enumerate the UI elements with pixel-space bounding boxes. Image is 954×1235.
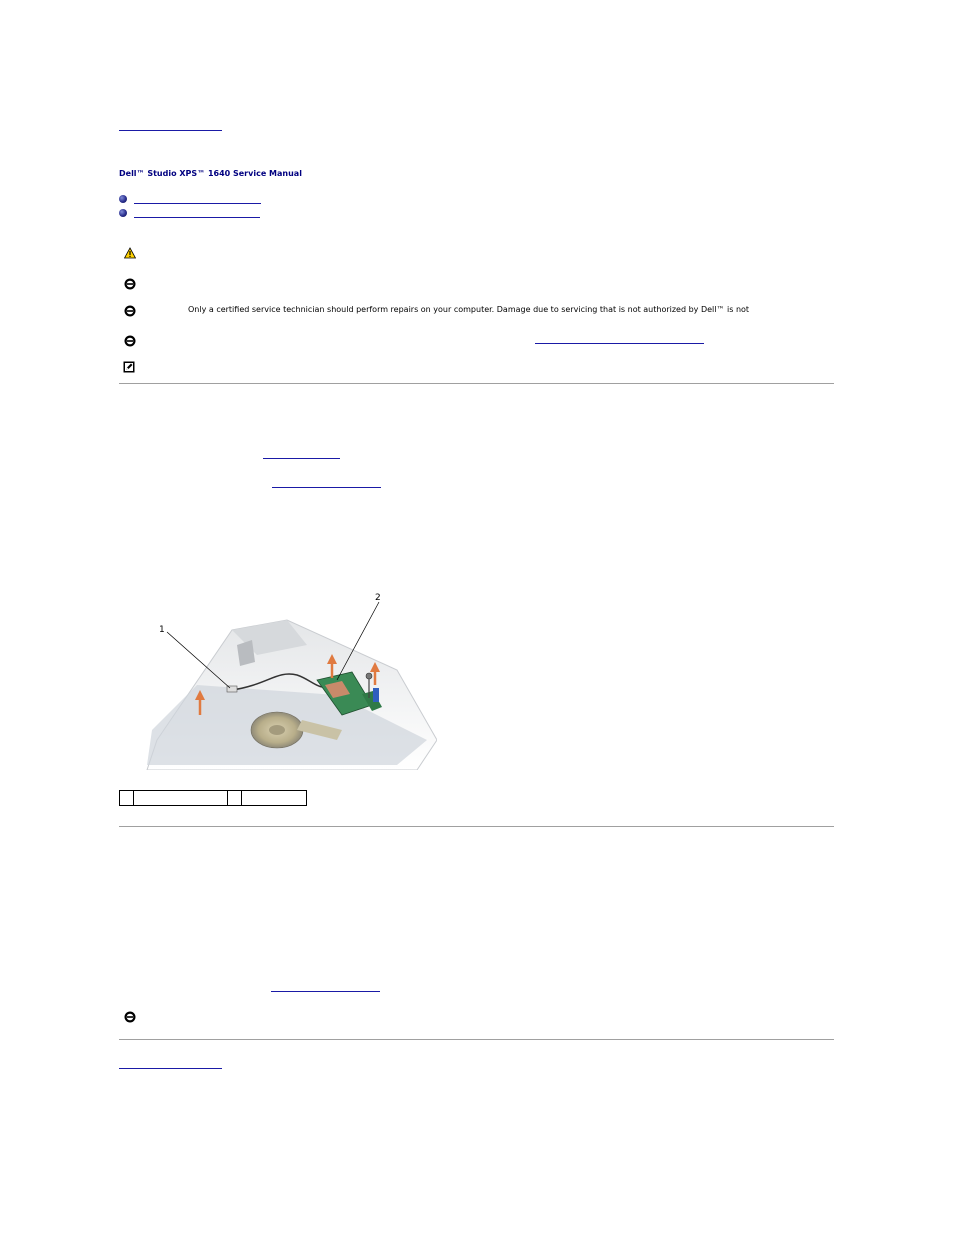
system-board-card-illustration (137, 590, 437, 770)
notice-text-certified-technician: Only a certified service technician should perform repairs on your computer. Damage due to servicing that is not authorized by Dell™ is not (188, 305, 750, 314)
notice-link-before-you-begin[interactable] (535, 343, 704, 344)
manual-title: Dell™ Studio XPS™ 1640 Service Manual (119, 169, 302, 178)
callout-number-1: 1 (159, 625, 165, 635)
note-pencil-icon (123, 361, 135, 373)
bullet-icon (119, 195, 127, 203)
step-link-1[interactable] (263, 458, 340, 459)
notice-circle-icon (124, 278, 136, 290)
table-cell (228, 791, 242, 806)
section-divider (119, 383, 834, 384)
table-cell (242, 791, 307, 806)
section-divider (119, 1039, 834, 1040)
toc-link-replacing[interactable] (134, 217, 260, 218)
callout-table (119, 790, 307, 806)
notice-circle-icon (124, 305, 136, 317)
step-link-replace[interactable] (271, 991, 380, 992)
step-link-2[interactable] (272, 487, 381, 488)
table-cell (120, 791, 134, 806)
caution-triangle-icon (124, 247, 136, 259)
back-to-contents-link-bottom[interactable] (119, 1068, 222, 1069)
notice-circle-icon (124, 1011, 136, 1023)
table-cell (134, 791, 228, 806)
bullet-icon (119, 209, 127, 217)
table-row (120, 791, 307, 806)
callout-number-2: 2 (375, 593, 381, 603)
toc-link-removing[interactable] (134, 203, 261, 204)
back-to-contents-link-top[interactable] (119, 130, 222, 131)
section-divider (119, 826, 834, 827)
notice-circle-icon (124, 335, 136, 347)
